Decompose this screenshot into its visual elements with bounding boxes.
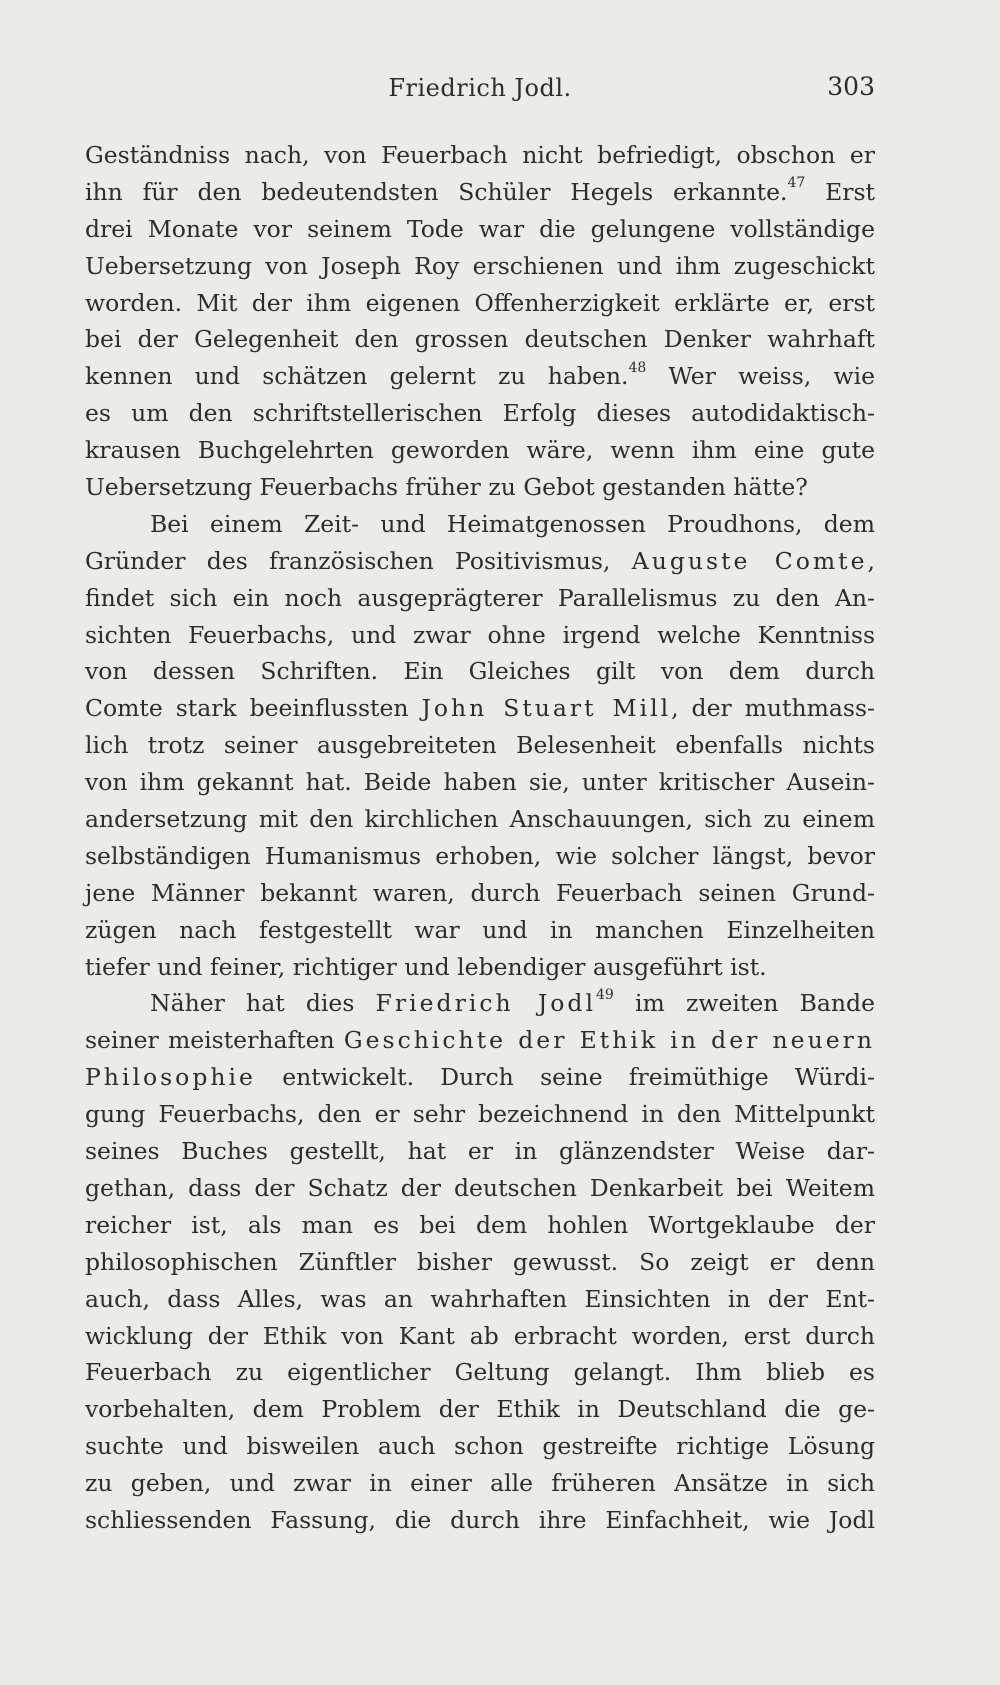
- text-line: krausen Buchgelehrten geworden wäre, wenn ihm eine gute: [85, 436, 875, 465]
- text-line: tiefer und feiner, richtiger und lebendiger ausgeführt ist.: [85, 952, 767, 981]
- text-line: Gründer des französischen Positivismus, Auguste Comte,: [85, 546, 875, 575]
- running-title: Friedrich Jodl.: [388, 74, 572, 102]
- text-line: selbständigen Humanismus erhoben, wie solcher längst, bevor: [85, 841, 875, 870]
- text-line: es um den schriftstellerischen Erfolg dieses autodidaktisch-: [85, 399, 875, 428]
- text-line: kennen und schätzen gelernt zu haben.$^{48}$ Wer weiss, wie: [85, 359, 875, 391]
- person-name: Auguste Comte: [631, 546, 868, 575]
- text-line: seiner meisterhaften Geschichte der Ethik in der neuern: [85, 1026, 875, 1055]
- text-line: seines Buches gestellt, hat er in glänzendster Weise dar-: [85, 1137, 875, 1166]
- running-head: [85, 66, 875, 106]
- text-line: Näher hat dies Friedrich Jodl$^{49}$ im zweiten Bande: [150, 986, 876, 1018]
- person-name: John Stuart Mill: [421, 694, 672, 723]
- text-line: philosophischen Zünftler bisher gewusst. So zeigt er denn: [85, 1247, 875, 1276]
- person-name: Friedrich Jodl: [375, 989, 596, 1018]
- text-line: gung Feuerbachs, den er sehr bezeichnend in den Mittelpunkt: [85, 1100, 875, 1129]
- text-line: jene Männer bekannt waren, durch Feuerbach seinen Grund-: [85, 878, 875, 907]
- text-line: Comte stark beeinflussten John Stuart Mill, der muthmass-: [85, 694, 875, 723]
- text-line: Bei einem Zeit- und Heimatgenossen Proudhons, dem: [150, 509, 875, 538]
- text-line: findet sich ein noch ausgeprägterer Parallelismus zu den An-: [85, 583, 875, 612]
- text-line: von dessen Schriften. Ein Gleiches gilt von dem durch: [85, 657, 875, 686]
- text-line: sichten Feuerbachs, und zwar ohne irgend welche Kenntniss: [85, 620, 875, 649]
- footnote-ref: 48: [628, 359, 647, 376]
- text-line: gethan, dass der Schatz der deutschen Denkarbeit bei Weitem: [85, 1173, 875, 1202]
- footnote-ref: 47: [787, 175, 806, 192]
- text-line: suchte und bisweilen auch schon gestreifte richtige Lösung: [85, 1432, 875, 1461]
- text-line: zu geben, und zwar in einer alle früheren Ansätze in sich: [85, 1469, 875, 1498]
- text-line: Uebersetzung von Joseph Roy erschienen und ihm zugeschickt: [85, 251, 875, 280]
- body-text: [85, 137, 875, 1539]
- text-line: Philosophie entwickelt. Durch seine freimüthige Würdi-: [85, 1063, 875, 1092]
- text-line: Feuerbach zu eigentlicher Geltung gelangt. Ihm blieb es: [85, 1358, 875, 1387]
- text-line: von ihm gekannt hat. Beide haben sie, unter kritischer Ausein-: [85, 768, 875, 797]
- text-line: zügen nach festgestellt war und in manchen Einzelheiten: [85, 915, 875, 944]
- text-line: vorbehalten, dem Problem der Ethik in Deutschland die ge-: [85, 1395, 875, 1424]
- text-line: wicklung der Ethik von Kant ab erbracht worden, erst durch: [85, 1321, 875, 1350]
- text-line: lich trotz seiner ausgebreiteten Belesenheit ebenfalls nichts: [85, 731, 875, 760]
- footnote-ref: 49: [595, 986, 614, 1003]
- text-line: drei Monate vor seinem Tode war die gelungene vollständige: [85, 214, 875, 243]
- text-line: worden. Mit der ihm eigenen Offenherzigkeit erklärte er, erst: [85, 288, 875, 317]
- text-line: andersetzung mit den kirchlichen Anschauungen, sich zu einem: [85, 805, 875, 834]
- book-title: Geschichte der Ethik in der neuern: [343, 1026, 875, 1055]
- text-line: ihn für den bedeutendsten Schüler Hegels erkannte.$^{47}$ Erst: [85, 175, 875, 206]
- text-line: schliessenden Fassung, die durch ihre Einfachheit, wie Jodl: [85, 1505, 875, 1534]
- page-number: 303: [827, 72, 875, 101]
- text-line: auch, dass Alles, was an wahrhaften Einsichten in der Ent-: [85, 1284, 875, 1313]
- book-title: Philosophie: [85, 1063, 256, 1092]
- text-line: bei der Gelegenheit den grossen deutschen Denker wahrhaft: [85, 325, 875, 354]
- text-line: Uebersetzung Feuerbachs früher zu Gebot gestanden hätte?: [85, 473, 808, 502]
- text-line: Geständniss nach, von Feuerbach nicht befriedigt, obschon er: [85, 141, 875, 169]
- text-line: reicher ist, als man es bei dem hohlen Wortgeklaube der: [85, 1210, 875, 1239]
